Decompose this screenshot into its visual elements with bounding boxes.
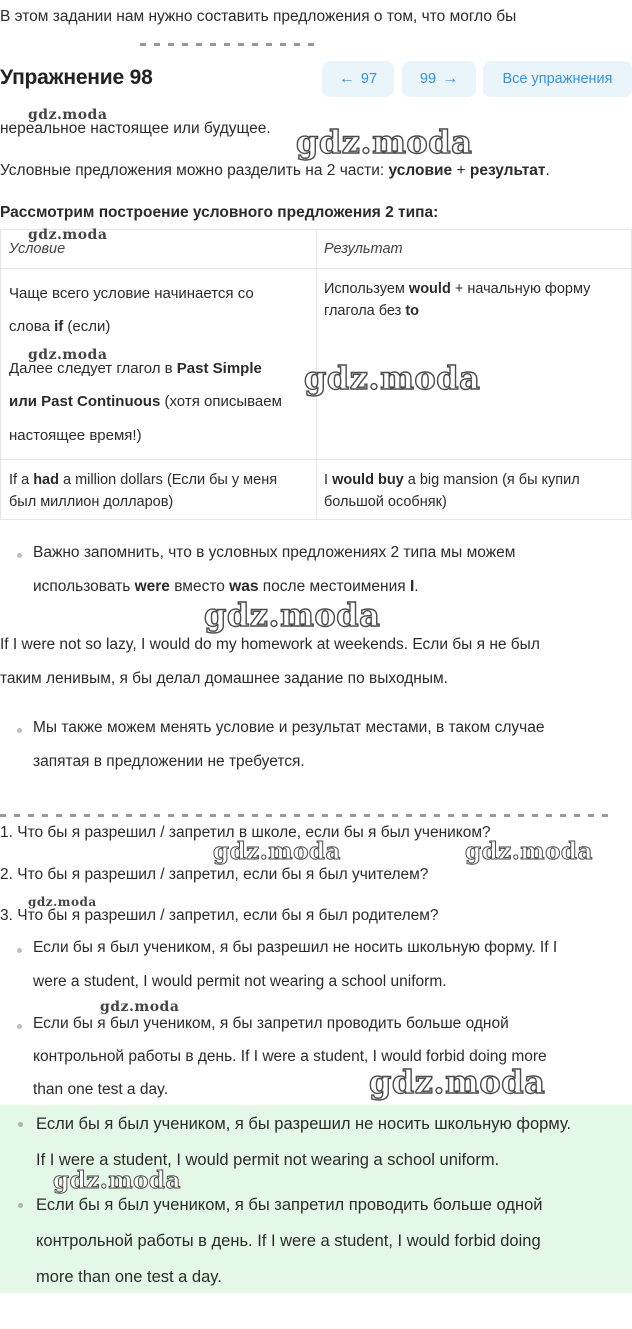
question-1: 1. Что бы я разрешил / запретил в школе, если бы я был учеником? [0, 824, 491, 841]
watermark: gdz.moda [53, 1167, 181, 1194]
watermark: gdz.moda [213, 838, 341, 865]
table-cell-example: большой особняк) [324, 494, 447, 510]
exercise-header [0, 50, 632, 108]
watermark: gdz.moda [304, 359, 481, 397]
arrow-right-icon: → [442, 70, 459, 87]
example-line-2: таким ленивым, я бы делал домашнее задание по выходным. [0, 670, 448, 687]
watermark: gdz.moda [28, 227, 108, 243]
table-cell-text: глагола без to [324, 303, 420, 319]
prev-exercise-button[interactable] [322, 61, 394, 97]
prev-exercise-label: 97 [360, 71, 378, 87]
table-cell-text: Используем would + начальную форму [324, 281, 591, 297]
question-2: 2. Что бы я разрешил / запретил, если бы я был учителем? [0, 866, 429, 883]
watermark: gdz.moda [369, 1063, 546, 1101]
page-title: Упражнение 98 [0, 66, 153, 89]
bullet-icon [18, 1122, 23, 1127]
bullet-icon [18, 1203, 23, 1208]
table-header-condition: Условие [9, 241, 66, 257]
cut-text-fragment [0, 814, 610, 817]
watermark: gdz.moda [465, 838, 593, 865]
cut-text-fragment [140, 43, 320, 46]
highlight-2-line-2: контрольной работы в день. If I were a student, I would forbid doing [36, 1232, 541, 1250]
intro-line-2: нереальное настоящее или будущее. [0, 120, 271, 137]
answer-2-line-1: Если бы я был учеником, я бы запретил проводить больше одной [33, 1015, 509, 1032]
watermark: gdz.moda [28, 347, 108, 363]
intro-line-1: В этом задании нам нужно составить предложения о том, что могло бы [0, 8, 517, 25]
arrow-left-icon: ← [338, 70, 355, 87]
bullet-icon [17, 948, 22, 953]
all-exercises-button[interactable]: Все упражнения [483, 61, 632, 97]
watermark: gdz.moda [28, 107, 108, 123]
table-cell-text: настоящее время!) [9, 427, 142, 444]
note-were-line-2: использовать were вместо was после местоимения I. [33, 578, 419, 595]
table-cell-text: Далее следует глагол в Past Simple [9, 360, 262, 377]
table-header-result: Результат [324, 241, 403, 257]
answer-1-line-2: were a student, I would permit not wearing a school uniform. [33, 973, 447, 990]
example-line-1: If I were not so lazy, I would do my homework at weekends. Если бы я не был [0, 636, 540, 653]
table-cell-text: или Past Continuous (хотя описываем [9, 393, 282, 410]
table-cell-example: I would buy a big mansion (я бы купил [324, 472, 580, 488]
watermark: gdz.moda [100, 999, 180, 1015]
highlight-2-line-1: Если бы я был учеником, я бы запретил проводить больше одной [36, 1196, 543, 1214]
watermark: gdz.moda [296, 123, 473, 161]
table-cell-text: слова if (если) [9, 318, 111, 335]
table-cell-example: был миллион долларов) [9, 494, 174, 510]
note-swap-line-1: Мы также можем менять условие и результат местами, в таком случае [33, 719, 545, 736]
highlight-1-line-2: If I were a student, I would permit not wearing a school uniform. [36, 1151, 500, 1169]
highlight-1-line-1: Если бы я был учеником, я бы разрешил не носить школьную форму. [36, 1115, 572, 1133]
conditional-parts: Условные предложения можно разделить на 2 части: условие + результат. [0, 162, 550, 179]
highlight-2-line-3: more than one test a day. [36, 1268, 222, 1286]
next-exercise-label: 99 [419, 71, 437, 87]
section-heading: Рассмотрим построение условного предложения 2 типа: [0, 204, 439, 221]
bullet-icon [17, 553, 22, 558]
note-swap-line-2: запятая в предложении не требуется. [33, 753, 305, 770]
note-were-line-1: Важно запомнить, что в условных предложениях 2 типа мы можем [33, 544, 516, 561]
watermark: gdz.moda [28, 895, 97, 909]
bullet-icon [17, 728, 22, 733]
watermark: gdz.moda [204, 596, 381, 634]
question-3: 3. Что бы я разрешил / запретил, если бы я был родителем? [0, 907, 439, 924]
answer-1-line-1: Если бы я был учеником, я бы разрешил не носить школьную форму. If I [33, 939, 558, 956]
answer-2-line-2: контрольной работы в день. If I were a student, I would forbid doing more [33, 1048, 547, 1065]
next-exercise-button[interactable] [402, 61, 476, 97]
bullet-icon [17, 1024, 22, 1029]
table-cell-example: If a had a million dollars (Если бы у меня [9, 472, 278, 488]
table-cell-text: Чаще всего условие начинается со [9, 285, 254, 302]
answer-2-line-3: than one test a day. [33, 1081, 169, 1098]
